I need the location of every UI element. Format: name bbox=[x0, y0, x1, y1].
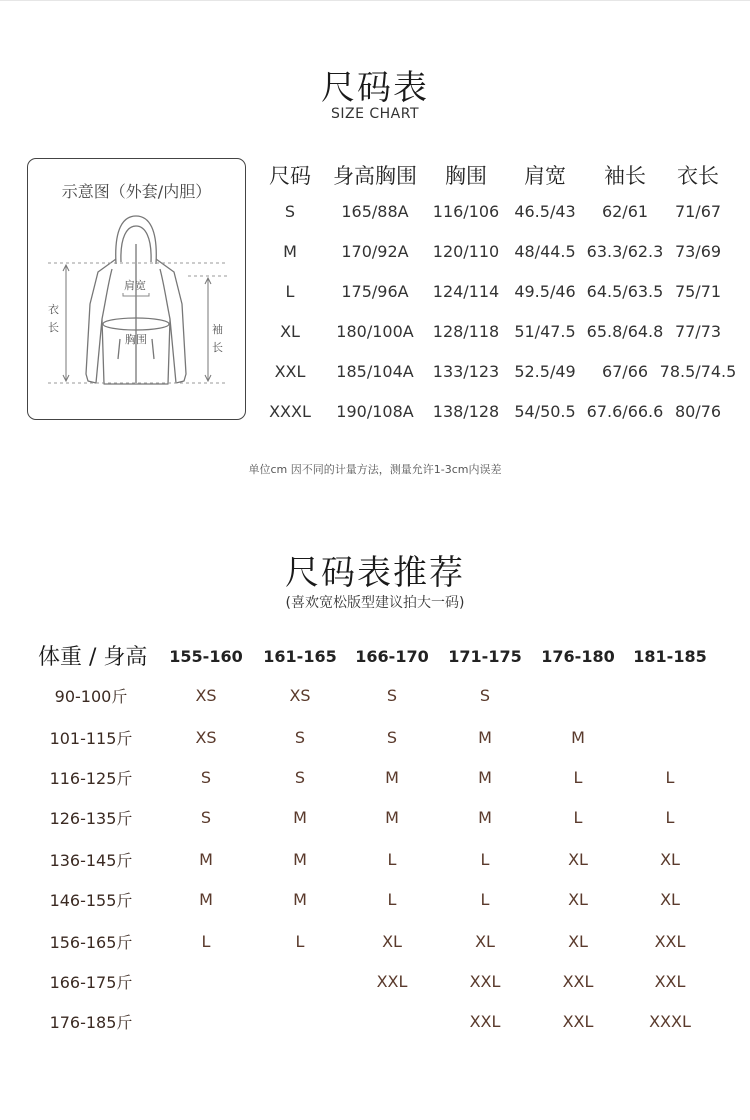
recommended-size-cell: M bbox=[478, 728, 492, 747]
recommended-size-cell: L bbox=[387, 850, 397, 869]
recommended-size-cell: XL bbox=[660, 890, 680, 909]
recommended-size-cell: M bbox=[199, 890, 213, 909]
size-measure-cell: 180/100A bbox=[336, 322, 414, 341]
recommended-size-cell: M bbox=[293, 808, 307, 827]
weight-range-label: 166-175斤 bbox=[49, 973, 133, 992]
weight-range-label: 116-125斤 bbox=[49, 769, 133, 788]
shoulder-label: 肩宽 bbox=[124, 279, 146, 292]
recommended-size-cell: L bbox=[665, 768, 675, 787]
recommended-size-cell: XL bbox=[475, 932, 495, 951]
recommended-size-cell: XS bbox=[195, 728, 217, 747]
garment-diagram-panel bbox=[27, 158, 246, 420]
recommend-subtitle: (喜欢宽松版型建议拍大一码) bbox=[285, 595, 465, 611]
size-chart-header: 袖长 bbox=[604, 164, 646, 188]
size-measure-cell: 138/128 bbox=[432, 402, 500, 421]
size-label-cell: M bbox=[283, 242, 297, 261]
recommended-size-cell: M bbox=[293, 850, 307, 869]
recommended-size-cell: L bbox=[387, 890, 397, 909]
size-measure-cell: 190/108A bbox=[336, 402, 414, 421]
size-measure-cell: 80/76 bbox=[674, 402, 722, 421]
recommended-size-cell: M bbox=[571, 728, 585, 747]
size-measure-cell: 133/123 bbox=[432, 362, 500, 381]
recommended-size-cell: XXL bbox=[376, 972, 408, 991]
recommended-size-cell: XXXL bbox=[649, 1012, 691, 1031]
size-measure-cell: 63.3/62.3 bbox=[586, 242, 664, 261]
size-measure-cell: 185/104A bbox=[336, 362, 414, 381]
sleeve-label: 袖长 bbox=[212, 321, 224, 357]
size-measure-cell: 78.5/74.5 bbox=[659, 362, 737, 381]
size-measure-cell: 75/71 bbox=[674, 282, 722, 301]
size-measure-cell: 67/66 bbox=[601, 362, 649, 381]
height-range-header: 166-170 bbox=[355, 647, 429, 666]
weight-range-label: 136-145斤 bbox=[49, 851, 133, 870]
recommended-size-cell: S bbox=[386, 728, 398, 747]
recommended-size-cell: L bbox=[480, 890, 490, 909]
size-measure-cell: 124/114 bbox=[432, 282, 500, 301]
recommended-size-cell: L bbox=[665, 808, 675, 827]
size-chart-title: 尺码表 bbox=[321, 68, 429, 108]
size-label-cell: XXL bbox=[274, 362, 306, 381]
size-measure-cell: 77/73 bbox=[674, 322, 722, 341]
size-measure-cell: 120/110 bbox=[432, 242, 500, 261]
size-measure-cell: 128/118 bbox=[432, 322, 500, 341]
diagram-caption: 示意图（外套/内胆） bbox=[61, 182, 212, 201]
size-measure-cell: 67.6/66.6 bbox=[586, 402, 664, 421]
recommended-size-cell: XXL bbox=[654, 932, 686, 951]
recommended-size-cell: XS bbox=[195, 686, 217, 705]
size-measure-cell: 175/96A bbox=[341, 282, 409, 301]
size-measure-cell: 48/44.5 bbox=[514, 242, 576, 261]
recommended-size-cell: S bbox=[200, 808, 212, 827]
length-label: 衣长 bbox=[48, 301, 60, 337]
size-label-cell: L bbox=[285, 282, 295, 301]
recommended-size-cell: L bbox=[201, 932, 211, 951]
recommended-size-cell: S bbox=[479, 686, 491, 705]
size-measure-cell: 54/50.5 bbox=[514, 402, 576, 421]
top-divider bbox=[0, 0, 750, 1]
size-measure-cell: 52.5/49 bbox=[514, 362, 576, 381]
recommended-size-cell: XL bbox=[568, 932, 588, 951]
size-measure-cell: 170/92A bbox=[341, 242, 409, 261]
recommended-size-cell: M bbox=[199, 850, 213, 869]
recommended-size-cell: XXL bbox=[469, 972, 501, 991]
recommended-size-cell: XL bbox=[568, 890, 588, 909]
recommended-size-cell: L bbox=[480, 850, 490, 869]
size-measure-cell: 49.5/46 bbox=[514, 282, 576, 301]
weight-range-label: 176-185斤 bbox=[49, 1013, 133, 1032]
size-measure-cell: 73/69 bbox=[674, 242, 722, 261]
recommend-title: 尺码表推荐 bbox=[285, 553, 465, 593]
recommended-size-cell: L bbox=[295, 932, 305, 951]
height-range-header: 155-160 bbox=[169, 647, 243, 666]
weight-range-label: 126-135斤 bbox=[49, 809, 133, 828]
size-measure-cell: 46.5/43 bbox=[514, 202, 576, 221]
size-chart-subtitle: SIZE CHART bbox=[330, 106, 420, 122]
height-range-header: 181-185 bbox=[633, 647, 707, 666]
size-label-cell: XL bbox=[280, 322, 300, 341]
size-measure-cell: 116/106 bbox=[432, 202, 500, 221]
size-measure-cell: 165/88A bbox=[341, 202, 409, 221]
recommended-size-cell: S bbox=[294, 728, 306, 747]
size-label-cell: S bbox=[284, 202, 296, 221]
height-range-header: 161-165 bbox=[263, 647, 337, 666]
recommended-size-cell: M bbox=[385, 768, 399, 787]
recommended-size-cell: XL bbox=[568, 850, 588, 869]
size-chart-header: 肩宽 bbox=[524, 164, 566, 188]
size-measure-cell: 65.8/64.8 bbox=[586, 322, 664, 341]
recommended-size-cell: S bbox=[200, 768, 212, 787]
height-range-header: 176-180 bbox=[541, 647, 615, 666]
weight-range-label: 101-115斤 bbox=[49, 729, 133, 748]
weight-range-label: 156-165斤 bbox=[49, 933, 133, 952]
size-chart-header: 身高胸围 bbox=[333, 164, 417, 188]
recommended-size-cell: XL bbox=[382, 932, 402, 951]
recommended-size-cell: XXL bbox=[562, 972, 594, 991]
recommended-size-cell: XXL bbox=[654, 972, 686, 991]
recommended-size-cell: XS bbox=[289, 686, 311, 705]
recommended-size-cell: M bbox=[478, 768, 492, 787]
recommended-size-cell: M bbox=[385, 808, 399, 827]
recommended-size-cell: XL bbox=[660, 850, 680, 869]
recommended-size-cell: L bbox=[573, 768, 583, 787]
weight-range-label: 90-100斤 bbox=[54, 687, 128, 706]
size-measure-cell: 64.5/63.5 bbox=[586, 282, 664, 301]
recommended-size-cell: M bbox=[478, 808, 492, 827]
recommended-size-cell: XXL bbox=[562, 1012, 594, 1031]
recommended-size-cell: S bbox=[386, 686, 398, 705]
recommended-size-cell: L bbox=[573, 808, 583, 827]
measurement-note: 单位cm 因不同的计量方法，测量允许1-3cm内误差 bbox=[248, 463, 502, 476]
size-measure-cell: 71/67 bbox=[674, 202, 722, 221]
size-label-cell: XXXL bbox=[269, 402, 311, 421]
weight-range-label: 146-155斤 bbox=[49, 891, 133, 910]
weight-height-label: 体重 / 身高 bbox=[38, 645, 148, 670]
recommended-size-cell: S bbox=[294, 768, 306, 787]
recommended-size-cell: M bbox=[293, 890, 307, 909]
size-measure-cell: 51/47.5 bbox=[514, 322, 576, 341]
size-chart-header: 胸围 bbox=[445, 164, 487, 188]
chest-label: 胸围 bbox=[125, 333, 147, 346]
recommended-size-cell: XXL bbox=[469, 1012, 501, 1031]
size-measure-cell: 62/61 bbox=[601, 202, 649, 221]
height-range-header: 171-175 bbox=[448, 647, 522, 666]
size-chart-header: 衣长 bbox=[677, 164, 719, 188]
size-chart-header: 尺码 bbox=[269, 164, 311, 188]
